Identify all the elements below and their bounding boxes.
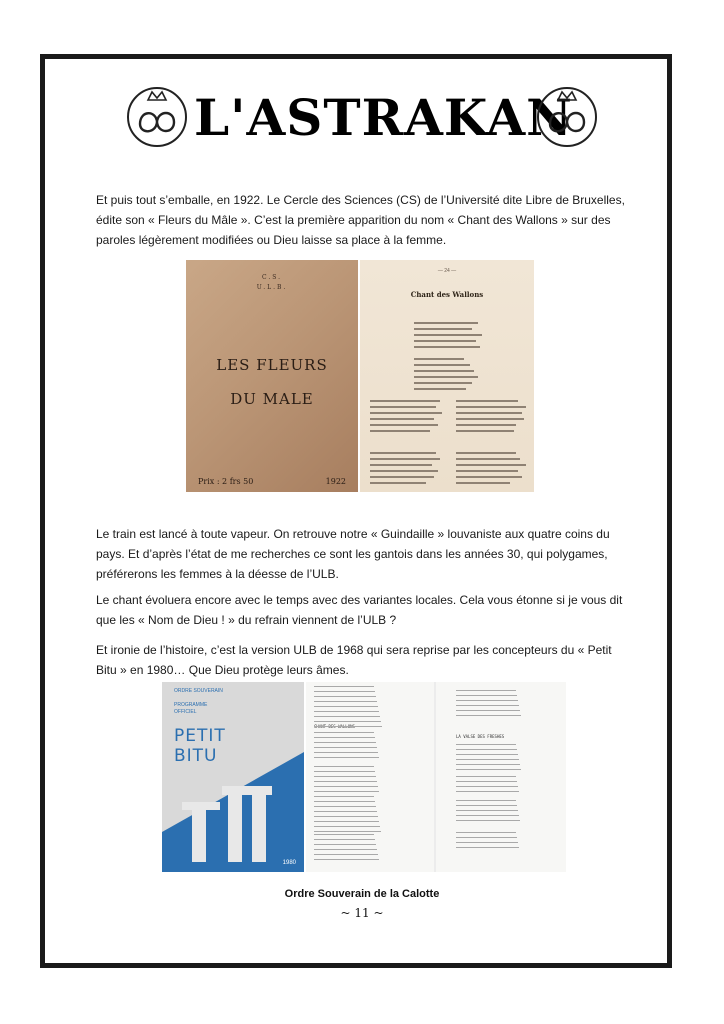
- text-line: [370, 424, 438, 426]
- text-line: [456, 754, 518, 755]
- text-line: [414, 364, 470, 366]
- page-number: ~ 11 ~: [340, 906, 384, 920]
- text-line: [414, 346, 480, 348]
- text-line: [456, 759, 519, 760]
- text-line: [414, 322, 478, 324]
- text-line: [314, 742, 376, 743]
- text-line: [456, 695, 517, 696]
- text-line: [314, 781, 377, 782]
- page-fold: [434, 682, 436, 872]
- text-line: [314, 726, 382, 727]
- text-line: [314, 816, 378, 817]
- masthead: [122, 84, 602, 154]
- text-line: [314, 854, 378, 855]
- text-line: [314, 757, 379, 758]
- text-line: [456, 715, 521, 716]
- text-line: [314, 831, 381, 832]
- text-line: [314, 834, 374, 835]
- book-cover: [162, 682, 304, 872]
- text-line: [370, 406, 436, 408]
- photo-petit-bitu: [162, 682, 566, 872]
- text-line: [314, 806, 376, 807]
- text-line: [370, 452, 436, 454]
- text-line: [456, 705, 519, 706]
- text-line: [456, 400, 518, 402]
- text-line: [456, 710, 520, 711]
- text-line: [314, 811, 377, 812]
- cover-line: OFFICIEL: [174, 709, 197, 715]
- text-line: [314, 747, 377, 748]
- text-line: [456, 700, 518, 701]
- page-number: — 24 —: [437, 268, 457, 274]
- paragraph: Le train est lancé à toute vapeur. On retrouve notre « Guindaille » louvaniste aux quatre coins du pays. Et d’après l’état de me recherches ce sont les gantois dans les années 30, qui polygames, préférerons les femmes à la déesse de l’ULB.: [96, 527, 610, 581]
- text-line: [456, 776, 516, 777]
- text-line: [456, 464, 526, 466]
- text-line: [414, 370, 474, 372]
- page-heading: LA VALSE DES FRESHES: [456, 734, 505, 739]
- text-line: [314, 859, 379, 860]
- text-line: [456, 482, 510, 484]
- photo-fleurs-du-male: [186, 260, 534, 492]
- text-line: [314, 752, 378, 753]
- text-line: [456, 476, 522, 478]
- text-line: [456, 764, 520, 765]
- text-line: [456, 832, 516, 833]
- paragraph: Et ironie de l’histoire, c’est la version ULB de 1968 qui sera reprise par les concepteurs du « Petit Bitu » en 1980… Que Dieu protège leurs âmes.: [96, 643, 612, 677]
- text-line: [314, 766, 374, 767]
- text-line: [414, 382, 472, 384]
- text-line: [370, 464, 432, 466]
- footer-order-name: Ordre Souverain de la Calotte: [284, 888, 440, 900]
- text-line: [370, 476, 434, 478]
- text-line: [314, 849, 377, 850]
- text-line: [456, 458, 520, 460]
- cover-title: DU MALE: [230, 390, 314, 408]
- text-line: [456, 690, 516, 691]
- songbook-pages: [306, 682, 566, 872]
- paragraph: Le chant évoluera encore avec le temps avec des variantes locales. Cela vous étonne si je vous dit que les « Nom de Dieu ! » du refrain viennent de l’ULB ?: [96, 593, 623, 627]
- text-line: [370, 458, 440, 460]
- text-line: [314, 801, 375, 802]
- cover-year: 1922: [325, 477, 346, 486]
- text-line: [314, 844, 376, 845]
- text-line: [456, 406, 526, 408]
- text-line: [370, 412, 442, 414]
- calotte-emblem-icon: [536, 86, 598, 148]
- text-line: [456, 412, 522, 414]
- text-line: [456, 786, 518, 787]
- text-line: [456, 744, 516, 745]
- text-line: [314, 696, 376, 697]
- text-line: [456, 452, 516, 454]
- cover-price: Prix : 2 frs 50: [198, 477, 254, 486]
- text-line: [414, 340, 476, 342]
- text-line: [414, 328, 472, 330]
- text-line: [456, 418, 524, 420]
- cover-title: PETIT: [174, 726, 226, 746]
- text-line: [456, 791, 519, 792]
- text-line: [456, 805, 517, 806]
- book-cover: [186, 260, 358, 492]
- paragraph: Et puis tout s’emballe, en 1922. Le Cercle des Sciences (CS) de l’Université dite Libre de Bruxelles, édite son « Fleurs du Mâle ». C’est la première apparition du nom « Chant des Wallons » sur des paroles légèrement modifiées ou Dieu laisse sa place à la femme.: [96, 193, 625, 247]
- text-line: [314, 701, 377, 702]
- text-line: [314, 771, 375, 772]
- text-line: [314, 732, 374, 733]
- text-line: [456, 430, 514, 432]
- text-line: [314, 821, 379, 822]
- text-line: [456, 820, 520, 821]
- cover-line: PROGRAMME: [174, 702, 208, 708]
- text-line: [456, 424, 516, 426]
- masthead-title: L'ASTRAKAN: [194, 88, 573, 147]
- text-line: [314, 791, 379, 792]
- text-line: [414, 376, 478, 378]
- text-line: [456, 837, 517, 838]
- text-line: [314, 826, 380, 827]
- text-line: [370, 418, 434, 420]
- text-line: [370, 430, 430, 432]
- text-line: [456, 470, 518, 472]
- text-line: [456, 815, 519, 816]
- text-line: [314, 776, 376, 777]
- text-line: [314, 737, 375, 738]
- text-line: [314, 716, 380, 717]
- text-line: [456, 810, 518, 811]
- calotte-emblem-icon: [126, 86, 188, 148]
- text-line: [370, 482, 426, 484]
- cover-year: 1980: [282, 860, 296, 866]
- text-line: [414, 334, 482, 336]
- text-line: [456, 847, 519, 848]
- cover-title: LES FLEURS: [216, 356, 328, 374]
- cover-line: C.S.: [261, 274, 283, 281]
- song-title: Chant des Wallons: [410, 290, 484, 299]
- text-line: [314, 691, 375, 692]
- text-line: [414, 358, 464, 360]
- text-line: [314, 839, 375, 840]
- text-line: [456, 781, 517, 782]
- text-line: [456, 769, 521, 770]
- text-line: [414, 388, 466, 390]
- text-line: [314, 796, 374, 797]
- text-line: [456, 749, 517, 750]
- text-line: [456, 842, 518, 843]
- cover-line: ORDRE SOUVERAIN: [174, 688, 223, 694]
- text-line: [456, 800, 516, 801]
- text-line: [314, 706, 378, 707]
- cover-title: BITU: [174, 746, 218, 766]
- text-line: [314, 711, 379, 712]
- text-line: [370, 400, 440, 402]
- text-line: [370, 470, 438, 472]
- text-line: [314, 686, 374, 687]
- cover-line: U.L.B.: [256, 284, 288, 291]
- song-page: [360, 260, 534, 492]
- text-line: [314, 786, 378, 787]
- text-line: [314, 721, 381, 722]
